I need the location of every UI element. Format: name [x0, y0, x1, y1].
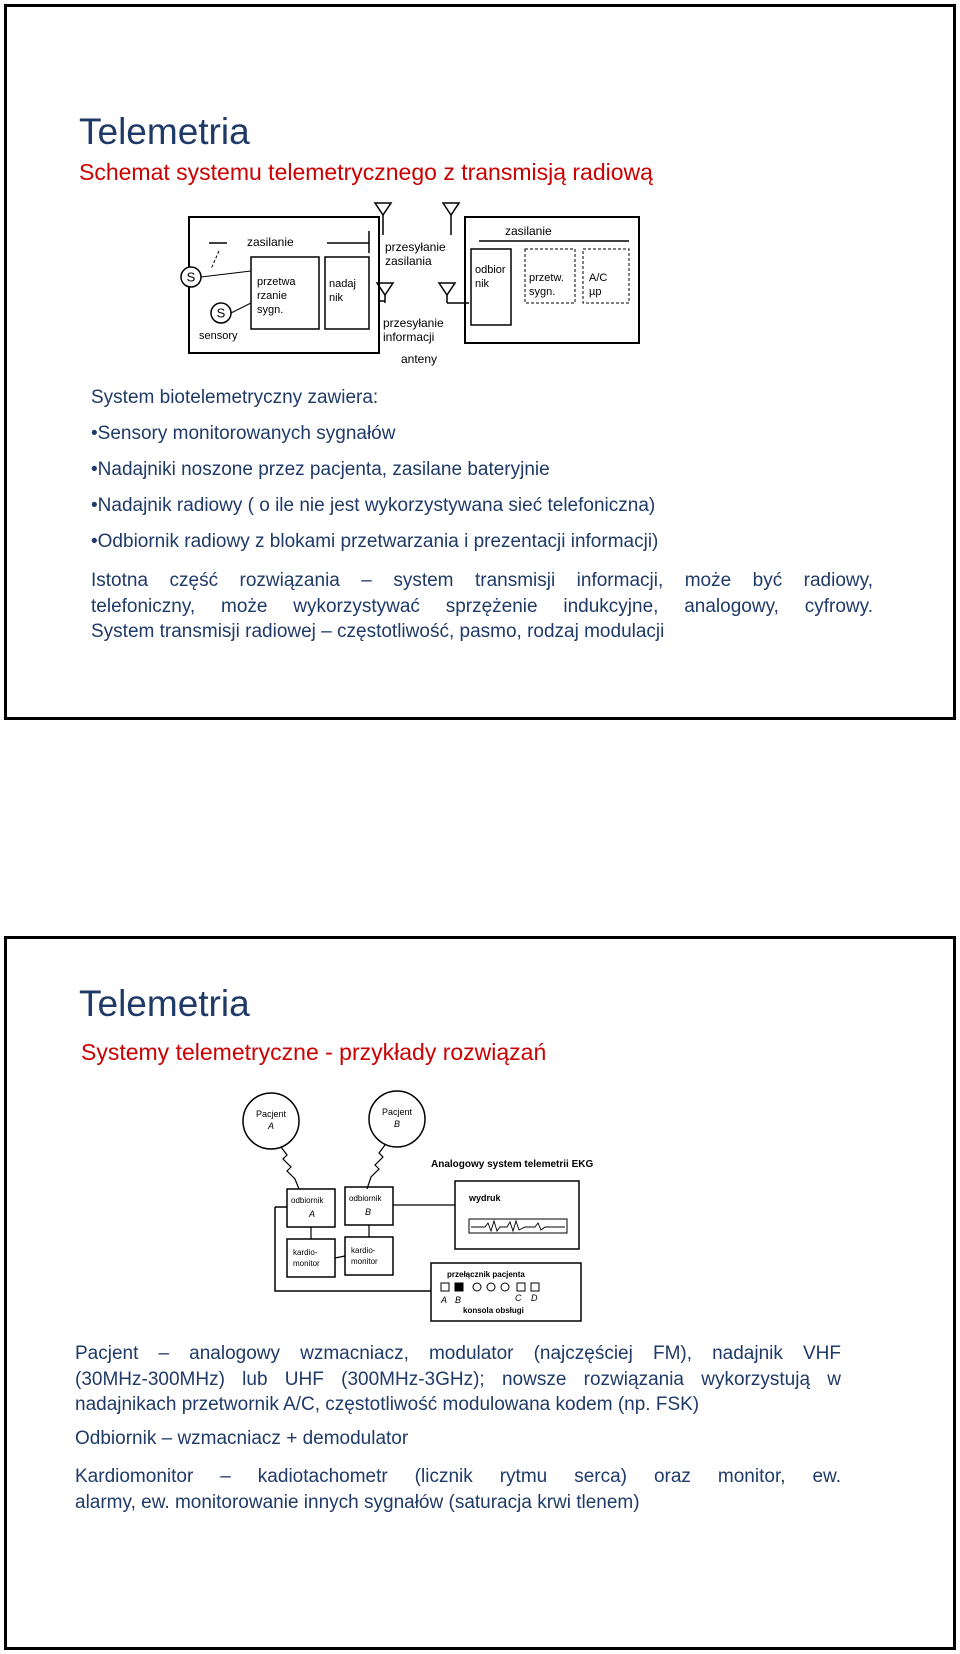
svg-text:rzanie: rzanie — [257, 290, 287, 302]
slide-2 — [4, 936, 956, 1650]
svg-text:monitor: monitor — [293, 1259, 320, 1268]
antenna-tx-power-icon — [375, 203, 391, 215]
antennas-label: anteny — [401, 352, 438, 366]
info-transmission-label: przesyłanie — [383, 316, 444, 330]
slide-2-title: Telemetria — [79, 983, 250, 1024]
svg-text:sygn.: sygn. — [257, 304, 284, 316]
svg-text:odbior: odbior — [475, 264, 506, 276]
list-heading: System biotelemetryczny zawiera: — [91, 387, 379, 408]
svg-text:S: S — [216, 305, 226, 321]
svg-text:przełącznik pacjenta: przełącznik pacjenta — [447, 1270, 525, 1279]
list-item: •Nadajniki noszone przez pacjenta, zasilane bateryjnie — [91, 459, 550, 480]
ekg-telemetry-diagram — [235, 1085, 605, 1325]
telemetry-system-diagram — [179, 191, 649, 369]
patient-paragraph: Pacjent – analogowy wzmacniacz, modulator (najczęściej FM), nadajnik VHF (30MHz-300MHz) lub UHF (300MHz-3GHz); nowsze rozwiązania wykorzystują w nadajnikach przetwornik A/C, częstotliwość modulowana kodem (np. FSK) — [75, 1343, 841, 1415]
svg-text:µp: µp — [589, 286, 602, 298]
svg-text:nadaj: nadaj — [329, 278, 356, 290]
sensors-label: sensory — [199, 330, 238, 342]
svg-text:B: B — [365, 1207, 372, 1217]
slide-1-title: Telemetria — [79, 111, 250, 152]
svg-text:przetwa: przetwa — [257, 276, 296, 288]
slide-2-subtitle: Systemy telemetryczne - przykłady rozwiązań — [81, 1039, 547, 1065]
transmission-paragraph: Istotna część rozwiązania – system transmisji informacji, może być radiowy, telefoniczny, może wykorzystywać sprzężenie indukcyjne, analogowy, cyfrowy. System transmisji radiowej – częstotliwość, pasmo, rodzaj modulacji — [91, 570, 873, 642]
cardiomonitor-paragraph: Kardiomonitor – kadiotachometr (licznik rytmu serca) oraz monitor, ew. alarmy, ew. monitorowanie innych sygnałów (saturacja krwi tlenem) — [75, 1466, 841, 1513]
cardiomonitor-a-block — [287, 1239, 335, 1277]
svg-text:Pacjent: Pacjent — [381, 1107, 413, 1117]
svg-text:monitor: monitor — [351, 1257, 378, 1266]
svg-text:A/C: A/C — [589, 272, 608, 284]
ekg-wave-icon — [471, 1221, 565, 1231]
svg-text:zasilania: zasilania — [385, 254, 432, 268]
cardiomonitor-b-block — [345, 1237, 393, 1275]
svg-text:S: S — [186, 269, 196, 285]
power-transmission-label: przesyłanie — [385, 240, 446, 254]
antenna-rx-info-icon — [439, 283, 455, 295]
switch-c — [517, 1283, 525, 1291]
receiver-a-block — [287, 1189, 335, 1227]
right-power-label: zasilanie — [505, 224, 552, 238]
svg-text:A: A — [309, 1209, 316, 1219]
svg-text:B: B — [393, 1119, 401, 1129]
list-item: •Sensory monitorowanych sygnałów — [91, 423, 396, 444]
svg-text:nik: nik — [475, 278, 490, 290]
list-item: •Odbiornik radiowy z blokami przetwarzania i prezentacji informacji) — [91, 531, 659, 552]
svg-text:konsola obsługi: konsola obsługi — [463, 1306, 524, 1315]
svg-text:C: C — [515, 1293, 522, 1303]
slide-1 — [4, 4, 956, 720]
svg-text:D: D — [531, 1293, 538, 1303]
printout-block — [455, 1181, 579, 1249]
svg-text:B: B — [455, 1295, 462, 1305]
slide-1-subtitle: Schemat systemu telemetrycznego z transmisją radiową — [79, 159, 653, 185]
svg-text:przetw.: przetw. — [529, 272, 564, 284]
svg-text:informacji: informacji — [383, 330, 435, 344]
svg-text:nik: nik — [329, 292, 344, 304]
antenna-rx-power-icon — [443, 203, 459, 215]
svg-text:A: A — [267, 1121, 275, 1131]
svg-text:wydruk: wydruk — [469, 1193, 501, 1203]
switch-b — [455, 1283, 463, 1291]
switch-a — [441, 1283, 449, 1291]
receiver-paragraph: Odbiornik – wzmacniacz + demodulator — [75, 1428, 409, 1449]
system-title: Analogowy system telemetrii EKG — [431, 1159, 594, 1170]
list-item: •Nadajnik radiowy ( o ile nie jest wykorzystywana sieć telefoniczna) — [91, 495, 656, 516]
svg-text:odbiornik: odbiornik — [349, 1194, 382, 1203]
svg-text:A: A — [441, 1295, 448, 1305]
svg-text:Pacjent: Pacjent — [255, 1109, 287, 1119]
svg-text:kardio-: kardio- — [293, 1248, 318, 1257]
svg-text:kardio-: kardio- — [351, 1246, 376, 1255]
svg-text:odbiornik: odbiornik — [291, 1196, 324, 1205]
left-power-label: zasilanie — [247, 235, 294, 250]
receiver-b-block — [345, 1187, 393, 1225]
switch-d — [531, 1283, 539, 1291]
svg-text:sygn.: sygn. — [529, 286, 556, 298]
